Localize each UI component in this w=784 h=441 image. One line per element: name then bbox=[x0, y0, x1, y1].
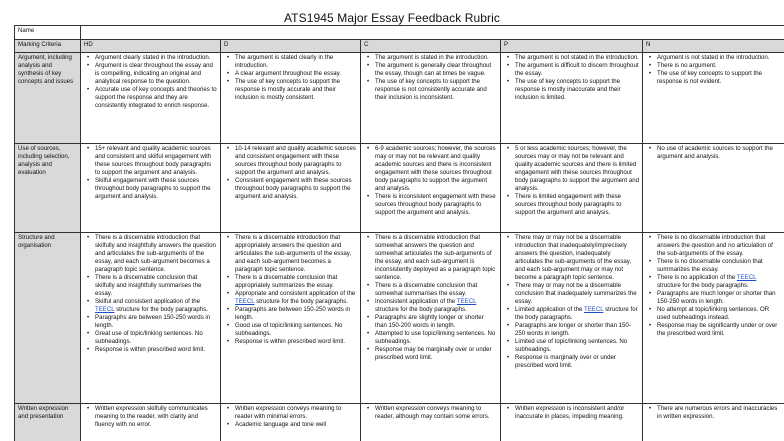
criteria-text: structure for the body paragraphs. bbox=[515, 306, 638, 321]
criteria-list bbox=[364, 234, 497, 362]
criteria-text: Limited application of the bbox=[515, 306, 584, 313]
criteria-text: Paragraphs are much longer or shorter than 150-250 words in length. bbox=[657, 290, 776, 305]
name-field[interactable] bbox=[81, 26, 784, 40]
criteria-text: Attempted to use topic/linking sentences. No subheadings. bbox=[375, 330, 496, 345]
rubric-cell-p bbox=[501, 404, 643, 441]
criteria-text: Paragraphs are between 150-250 words in length. bbox=[235, 306, 351, 321]
rubric-cell-d bbox=[221, 144, 361, 233]
criteria-item: • The use of key concepts to support the response is mostly accurate and their inclusion is mostly consistent. bbox=[235, 78, 357, 102]
criteria-item: • There is inconsistent engagement with these sources throughout body paragraphs to support the argument and analysis. bbox=[375, 193, 497, 217]
teecl-link[interactable]: TEECL bbox=[95, 306, 115, 313]
criteria-list bbox=[224, 234, 357, 346]
criteria-text: There is a discernable introduction that somewhat answers the question and somewhat articulates the sub-arguments of the essay, and each sub-argument is inconsistently deployed as a paragraph topic sentence. bbox=[375, 234, 496, 281]
criteria-item bbox=[375, 298, 497, 314]
criteria-list bbox=[84, 405, 217, 429]
criteria-item bbox=[657, 306, 781, 322]
criteria-item: • The argument is stated clearly in the introduction. bbox=[235, 54, 357, 70]
criterion-label: Use of sources, including selection, analysis and evaluation bbox=[15, 144, 81, 233]
criteria-item: • There are numerous errors and inaccuracies in written expression. bbox=[657, 405, 781, 421]
criteria-item: • There is no argument. bbox=[657, 62, 781, 70]
criteria-item: • The argument is stated in the introduction. bbox=[375, 54, 497, 62]
header-hd: HD bbox=[81, 40, 221, 53]
criteria-text: There is no discernable introduction that answers the question and no articulation of the sub-arguments of the essay. bbox=[657, 234, 773, 257]
criteria-item bbox=[235, 306, 357, 322]
criteria-text: Skilful and consistent application of the bbox=[95, 298, 201, 305]
criteria-text: There is a discernable introduction that appropriately answers the question and articulates the sub-arguments of the essay, and each sub-argument becomes a paragraph topic sentence. bbox=[235, 234, 352, 273]
name-row bbox=[15, 26, 784, 40]
criteria-text: There may or may not be a discernable conclusion that inadequately summarizes the essay. bbox=[515, 282, 637, 305]
header-p: P bbox=[501, 40, 643, 53]
criteria-item: • The argument is not stated in the introduction. bbox=[515, 54, 639, 62]
criteria-item bbox=[515, 354, 639, 370]
criteria-item: • No use of academic sources to support the argument and analysis. bbox=[657, 145, 781, 161]
criteria-text: Paragraphs are between 150-250 words in length. bbox=[95, 314, 211, 329]
criteria-text: There may or may not be a discernable introduction that inadequately/imprecisely answers the question, inadequately articulates the sub-arguments of the essay, and each sub-argument may or may not become a paragraph topic sentence. bbox=[515, 234, 632, 281]
criteria-item bbox=[515, 234, 639, 282]
criteria-item bbox=[235, 234, 357, 274]
criteria-item bbox=[375, 330, 497, 346]
criteria-item: • 10-14 relevant and quality academic sources and consistent engagement with these sources throughout body paragraphs to support the argument and analysis. bbox=[235, 145, 357, 177]
criteria-text: There is a discernable conclusion that skilfully and insightfully summarises the essay. bbox=[95, 274, 202, 297]
criteria-list bbox=[364, 405, 497, 421]
criteria-item: • There is limited engagement with these sources throughout body paragraphs to support the argument and analysis. bbox=[515, 193, 639, 217]
criteria-item bbox=[657, 234, 781, 258]
criteria-item: • Academic language and tone well bbox=[235, 421, 357, 429]
rubric-cell-n bbox=[643, 144, 784, 233]
criteria-text: Response is within prescribed word limit. bbox=[95, 346, 206, 353]
criteria-item bbox=[235, 338, 357, 346]
rubric-cell-hd bbox=[81, 404, 221, 441]
criteria-text: No attempt at topic/linking sentences. OR used subheadings instead. bbox=[657, 306, 770, 321]
criteria-item: • 15+ relevant and quality academic sources and consistent and skilful engagement with these sources throughout body paragraphs to support the argument and analysis. bbox=[95, 145, 217, 177]
criteria-item: • Argument clearly stated in the introduction. bbox=[95, 54, 217, 62]
criteria-list bbox=[84, 54, 217, 110]
criteria-list bbox=[504, 54, 639, 102]
rubric-cell-c bbox=[361, 233, 501, 404]
criteria-list bbox=[504, 145, 639, 217]
criteria-item bbox=[95, 274, 217, 298]
criterion-row-structure bbox=[15, 233, 784, 404]
criteria-list bbox=[504, 405, 639, 421]
criteria-list bbox=[646, 145, 781, 161]
criteria-text: Inconsistent application of the bbox=[375, 298, 457, 305]
criteria-item bbox=[95, 298, 217, 314]
teecl-link[interactable]: TEECL bbox=[736, 274, 757, 281]
criteria-item: • Consistent engagement with these sources throughout body paragraphs to support the argument and analysis. bbox=[235, 177, 357, 201]
criteria-item: • Argument is not stated in the introduction. bbox=[657, 54, 781, 62]
criteria-list bbox=[646, 405, 781, 421]
criteria-item bbox=[657, 258, 781, 274]
header-c: C bbox=[361, 40, 501, 53]
teecl-link[interactable]: TEECL bbox=[235, 298, 255, 305]
criteria-list bbox=[84, 145, 217, 201]
criteria-list bbox=[646, 234, 781, 338]
criteria-item bbox=[375, 282, 497, 298]
criteria-item: • Argument is clear throughout the essay and is compelling, indicating an original and analytical response to the question. bbox=[95, 62, 217, 86]
criteria-text: Paragraphs are slightly longer or shorter than 150-200 words in length. bbox=[375, 314, 484, 329]
criteria-text: structure for the body paragraphs. bbox=[375, 306, 467, 313]
criteria-item: • 5 or less academic sources; however, the sources may or may not be relevant and quality academic sources and there is limited engagement with these sources throughout body paragraphs to support the argument and analysis. bbox=[515, 145, 639, 193]
rubric-table bbox=[14, 25, 784, 441]
criteria-text: structure for the body paragraphs. bbox=[254, 298, 348, 305]
header-d: D bbox=[221, 40, 361, 53]
criteria-item bbox=[95, 314, 217, 330]
criteria-text: There is no application of the bbox=[657, 274, 737, 281]
criteria-item: • The use of key concepts to support the response is mostly inaccurate and their inclusion is limited. bbox=[515, 78, 639, 102]
criterion-label: Structure and organisation bbox=[15, 233, 81, 404]
criteria-list bbox=[646, 54, 781, 86]
rubric-cell-n bbox=[643, 53, 784, 144]
criteria-item: • Written expression skilfully communicates meaning to the reader, with clarity and fluency with no error. bbox=[95, 405, 217, 429]
criteria-item bbox=[515, 306, 639, 322]
criteria-item: • The argument is generally clear throughout the essay, though can at times be vague. bbox=[375, 62, 497, 78]
criteria-item bbox=[235, 322, 357, 338]
criteria-item bbox=[375, 234, 497, 282]
criteria-text: There is a discernable introduction that skilfully and insightfully answers the question and articulates the sub-arguments of the essay, and each sub-argument becomes a paragraph topic sentence. bbox=[95, 234, 216, 273]
criteria-item: • Accurate use of key concepts and theories to support the response and they are consistently integrated to enrich response. bbox=[95, 86, 217, 110]
rubric-cell-c bbox=[361, 404, 501, 441]
criteria-item bbox=[515, 338, 639, 354]
criteria-item bbox=[515, 322, 639, 338]
criteria-text: structure for the body paragraphs. bbox=[657, 282, 749, 289]
criteria-text: Great use of topic/linking sentences. No subheadings. bbox=[95, 330, 203, 345]
criteria-text: There is no discernable conclusion that summarizes the essay. bbox=[657, 258, 763, 273]
criteria-text: structure for the body paragraphs. bbox=[114, 306, 208, 313]
criteria-list bbox=[364, 145, 497, 217]
criteria-text: Response may be significantly under or over the prescribed word limit. bbox=[657, 322, 778, 337]
header-row bbox=[15, 40, 784, 53]
criteria-item bbox=[375, 346, 497, 362]
criteria-item: • The use of key concepts to support the response is not consistently accurate and their inclusion is inconsistent. bbox=[375, 78, 497, 102]
criteria-text: There is a discernable conclusion that appropriately summarizes the essay. bbox=[235, 274, 338, 289]
rubric-cell-p bbox=[501, 233, 643, 404]
criteria-list bbox=[224, 54, 357, 102]
criteria-item: • Written expression is inconsistent and/or inaccurate in places, impeding meaning. bbox=[515, 405, 639, 421]
criteria-list bbox=[504, 234, 639, 370]
criteria-item bbox=[657, 322, 781, 338]
criteria-list bbox=[364, 54, 497, 102]
criteria-list bbox=[224, 405, 357, 429]
rubric-cell-hd bbox=[81, 233, 221, 404]
header-n: N bbox=[643, 40, 784, 53]
criteria-item bbox=[235, 274, 357, 290]
criteria-item bbox=[657, 274, 781, 290]
teecl-link[interactable]: TEECL bbox=[456, 298, 477, 305]
criteria-text: Response is within prescribed word limit. bbox=[235, 338, 346, 345]
rubric-cell-n bbox=[643, 404, 784, 441]
criteria-text: There is a discernable conclusion that somewhat summarises the essay. bbox=[375, 282, 478, 297]
criteria-item bbox=[95, 346, 217, 354]
criteria-item: • The use of key concepts to support the response is not evident. bbox=[657, 70, 781, 86]
rubric-cell-hd bbox=[81, 53, 221, 144]
criteria-item: • Written expression conveys meaning to reader with minimal errors. bbox=[235, 405, 357, 421]
criteria-text: Limited use of topic/linking sentences. No subheadings. bbox=[515, 338, 628, 353]
criteria-item: • The argument is difficult to discern throughout the essay. bbox=[515, 62, 639, 78]
criteria-item: • A clear argument throughout the essay. bbox=[235, 70, 357, 78]
rubric-cell-d bbox=[221, 233, 361, 404]
criteria-text: Appropriate and consistent application of the bbox=[235, 290, 356, 297]
criterion-row-expression bbox=[15, 404, 784, 441]
rubric-cell-d bbox=[221, 53, 361, 144]
criteria-list bbox=[84, 234, 217, 354]
header-criteria: Marking Criteria bbox=[15, 40, 81, 53]
criterion-row-argument bbox=[15, 53, 784, 144]
criterion-label: Written expression and presentation bbox=[15, 404, 81, 441]
criteria-item: • Written expression conveys meaning to reader, although may contain some errors. bbox=[375, 405, 497, 421]
teecl-link[interactable]: TEECL bbox=[584, 306, 604, 313]
rubric-cell-hd bbox=[81, 144, 221, 233]
criterion-row-sources bbox=[15, 144, 784, 233]
criteria-item bbox=[657, 290, 781, 306]
criteria-text: Good use of topic/linking sentences. No subheadings. bbox=[235, 322, 343, 337]
criteria-text: Response is marginally over or under prescribed word limit. bbox=[515, 354, 616, 369]
rubric-cell-c bbox=[361, 53, 501, 144]
name-label: Name bbox=[15, 26, 81, 40]
criteria-text: Response may be marginally over or under prescribed word limit. bbox=[375, 346, 492, 361]
page-title: ATS1945 Major Essay Feedback Rubric bbox=[283, 11, 501, 25]
criteria-item: • 6-9 academic sources; however, the sources may or may not be relevant and quality academic sources and there is inconsistent engagement with these sources throughout body paragraphs to support the argument and analysis. bbox=[375, 145, 497, 193]
criteria-item bbox=[95, 330, 217, 346]
rubric-cell-d bbox=[221, 404, 361, 441]
criteria-item bbox=[95, 234, 217, 274]
rubric-cell-p bbox=[501, 144, 643, 233]
criteria-text: Paragraphs are longer or shorter than 150-250 words in length. bbox=[515, 322, 631, 337]
criteria-list bbox=[224, 145, 357, 201]
rubric-cell-n bbox=[643, 233, 784, 404]
rubric-cell-c bbox=[361, 144, 501, 233]
rubric-cell-p bbox=[501, 53, 643, 144]
criterion-label: Argument, including analysis and synthesis of key concepts and issues bbox=[15, 53, 81, 144]
criteria-item bbox=[515, 282, 639, 306]
criteria-item bbox=[235, 290, 357, 306]
criteria-item bbox=[375, 314, 497, 330]
criteria-item: • Skilful engagement with these sources throughout body paragraphs to support the argument and analysis. bbox=[95, 177, 217, 201]
